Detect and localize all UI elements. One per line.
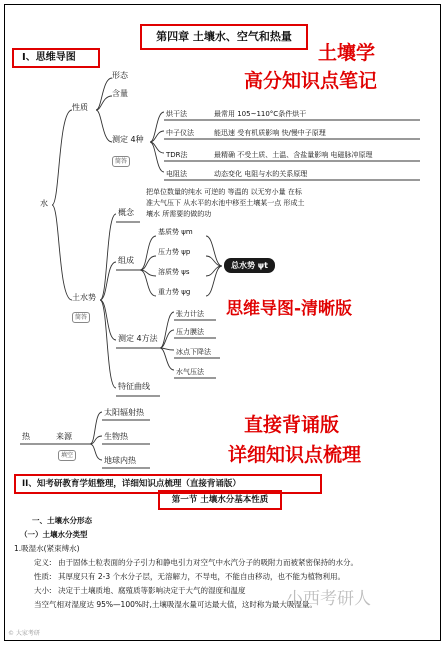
method-desc: 动态变化 电阻与水的关系原理	[214, 170, 308, 178]
section2-title: II、知考研教育学姐整理，详细知识点梳理（直接背诵版）	[14, 474, 322, 494]
component-item: 重力势 ψg	[158, 288, 191, 296]
corner-mark: © 大家考研	[8, 630, 40, 637]
notes-heading2: （一）土壤水分类型	[20, 530, 88, 539]
notes-heading1: 一、土壤水分形态	[32, 516, 92, 525]
method-name: 中子仪法	[166, 129, 194, 137]
concept-text-line: 把单位数量的纯水 可逆的 等温的 以无穷小量 在标	[146, 188, 302, 196]
measure-item: 张力计法	[176, 310, 204, 318]
def-text: 由于固体土粒表面的分子引力和静电引力对空气中水汽分子的吸附力而被紧密保持的水分。	[58, 558, 358, 567]
component-item: 压力势 ψp	[158, 248, 191, 256]
method-desc: 最常用 105~110°C条件烘干	[214, 110, 307, 118]
node-properties: 性质	[72, 103, 88, 112]
method-name: TDR法	[166, 151, 188, 159]
method-desc: 能迅速 受有机质影响 快/慢中子原理	[214, 129, 326, 137]
tag-short-answer: 简答	[72, 312, 90, 323]
promo-line5: 详细知识点梳理	[228, 444, 362, 466]
prop-text: 其厚度只有 2-3 个水分子层，无溶解力，不导电，不能自由移动，也不能为植物利用。	[58, 572, 346, 581]
promo-line2: 高分知识点笔记	[244, 70, 378, 92]
node-shape: 形态	[112, 71, 128, 80]
node-potential: 土水势	[72, 293, 96, 302]
measure-item: 水气压法	[176, 368, 204, 376]
concept-text-line: 准大气压下 从水平的水池中移至土壤某一点 形成土	[146, 199, 305, 207]
section3-title: 第一节 土壤水分基本性质	[158, 490, 282, 510]
node-heat: 热	[22, 432, 30, 441]
promo-line4: 直接背诵版	[244, 414, 340, 436]
method-name: 烘干法	[166, 110, 187, 118]
total-potential-node: 总水势 ψt	[224, 258, 275, 273]
node-content: 含量	[112, 89, 128, 98]
component-item: 溶质势 ψs	[158, 268, 190, 276]
size-text: 决定于土壤质地、腐殖质等影响决定于大气的湿度和温度	[58, 586, 246, 595]
def-label: 定义:	[34, 558, 52, 567]
tag-fill-blank: 填空	[58, 450, 76, 461]
size-label: 大小:	[34, 586, 52, 595]
notes-last-line: 当空气相对湿度达 95%—100%时,土壤吸湿水量可达最大值，这时称为最大吸湿量。	[34, 600, 317, 609]
measure-item: 压力膜法	[176, 328, 204, 336]
heat-source-item: 地球内热	[104, 456, 136, 465]
concept-text-line: 壤水 所需要的做的功	[146, 210, 212, 218]
node-curve: 特征曲线	[118, 382, 150, 391]
node-measure4: 测定 4种	[112, 135, 144, 144]
section1-title: I、思维导图	[12, 48, 100, 68]
measure-item: 冰点下降法	[176, 348, 211, 356]
node-source: 来源	[56, 432, 72, 441]
watermark: 小西考研人	[286, 589, 371, 609]
tag-short-answer: 简答	[112, 156, 130, 167]
heat-source-item: 太阳辐射热	[104, 408, 144, 417]
prop-label: 性质:	[34, 572, 52, 581]
node-concept: 概念	[118, 208, 134, 217]
node-composition: 组成	[118, 256, 134, 265]
heat-source-item: 生物热	[104, 432, 128, 441]
mindmap-root: 水	[40, 199, 48, 208]
promo-line3: 思维导图-清晰版	[226, 299, 353, 319]
method-name: 电阻法	[166, 170, 187, 178]
promo-line1: 土壤学	[318, 42, 376, 64]
method-desc: 最精确 不受土质、土温、含盐量影响 电磁脉冲原理	[214, 151, 373, 159]
node-measure-methods: 测定 4方法	[118, 334, 158, 343]
chapter-title: 第四章 土壤水、空气和热量	[140, 24, 308, 50]
component-item: 基质势 ψm	[158, 228, 193, 236]
notes-item: 1.吸湿水(紧束缚水)	[14, 544, 80, 553]
